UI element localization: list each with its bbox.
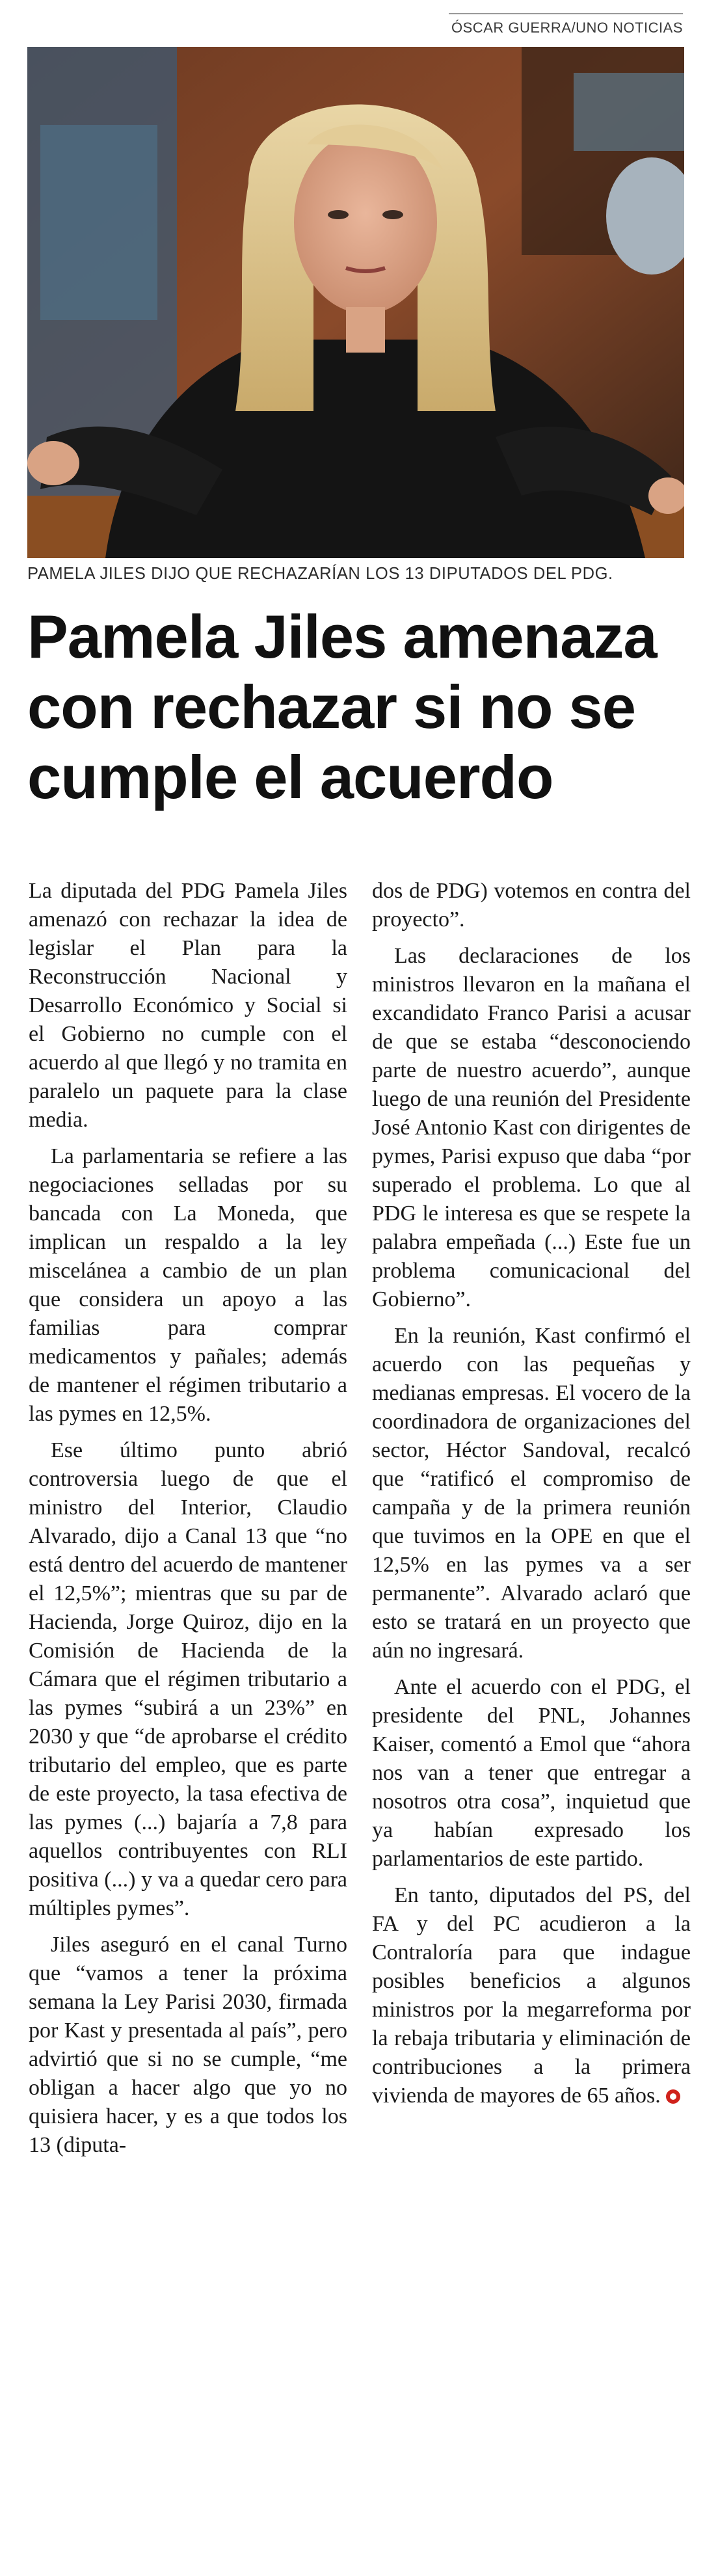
headline bbox=[27, 602, 684, 812]
body-paragraph: Las declaraciones de los ministros llevaron en la mañana el excandidato Franco Parisi a acusar de que se estaba “desconociendo parte de nuestro acuerdo”, aunque luego de una reunión del Presidente José Antonio Kast con dirigentes de pymes, Parisi expuso que daba “por superado el problema. Lo que al PDG le interesa es que se respete la palabra empeñada (...) Este fue un problema comunicacional del Gobierno”. bbox=[372, 944, 691, 1311]
credit-rule bbox=[449, 13, 683, 14]
body-column-left bbox=[29, 877, 347, 2167]
body-paragraph-text: En tanto, diputados del PS, del FA y del PC acudieron a la Contraloría para que indague posibles beneficios a algunos ministros por la megarreforma por la rebaja tributaria y eliminación de contribuciones a la primera vivienda de mayores de 65 años. bbox=[372, 1883, 691, 2108]
body-paragraph: dos de PDG) votemos en contra del proyecto”. bbox=[372, 879, 691, 932]
body-column-right bbox=[372, 877, 691, 2118]
photo-caption: PAMELA JILES DIJO QUE RECHAZARÍAN LOS 13 DIPUTADOS DEL PDG. bbox=[27, 565, 613, 583]
photo-credit: ÓSCAR GUERRA/UNO NOTICIAS bbox=[451, 20, 683, 36]
body-paragraph-last bbox=[372, 1881, 691, 2110]
body-paragraph: Jiles aseguró en el canal Turno que “vamos a tener la próxima semana la Ley Parisi 2030, firmada por Kast y presentada al país”, pero advirtió que si no se cumple, “me obligan a hacer algo que yo no quisiera hacer, y es a que todos los 13 (diputa- bbox=[29, 1933, 347, 2157]
body-paragraph: Ese último punto abrió controversia luego de que el ministro del Interior, Claudio Alvarado, dijo a Canal 13 que “no está dentro del acuerdo de mantener el 12,5%”; mientras que su par de Hacienda, Jorge Quiroz, dijo en la Comisión de Hacienda de la Cámara que el régimen tributario a las pymes “subirá a un 23%” en 2030 y que “de aprobarse el crédito tributario del empleo, que es parte de este proyecto, la tasa efectiva de las pymes (...) bajaría a 7,8 para aquellos contribuyentes con RLI positiva (...) y va a quedar cero para múltiples pymes”. bbox=[29, 1438, 347, 1920]
body-paragraph: Ante el acuerdo con el PDG, el presidente del PNL, Johannes Kaiser, comentó a Emol que “ahora nos van a tener que entregar a nosotros otra cosa”, inquietud que ya habían expresado los parlamentarios de este partido. bbox=[372, 1675, 691, 1871]
body-paragraph: La parlamentaria se refiere a las negociaciones selladas por su bancada con La Moneda, que implican un respaldo a la ley miscelánea a cambio de un plan que considera un apoyo a las familias para comprar medicamentos y pañales; además de mantener el régimen tributario a las pymes en 12,5%. bbox=[29, 1144, 347, 1426]
headline-line: con rechazar si no se bbox=[27, 673, 636, 741]
headline-line: Pamela Jiles amenaza bbox=[27, 602, 657, 671]
headline-line: cumple el acuerdo bbox=[27, 743, 553, 811]
body-paragraph: En la reunión, Kast confirmó el acuerdo con las pequeñas y medianas empresas. El vocero de la coordinadora de organizaciones del sector, Héctor Sandoval, recalcó que “ratificó el compromiso de campaña y de la primera reunión que tuvimos en la OPE en que el 12,5% en las pymes va a ser permanente”. Alvarado aclaró que esto se tratará en un proyecto que aún no ingresará. bbox=[372, 1324, 691, 1663]
body-paragraph: La diputada del PDG Pamela Jiles amenazó con rechazar la idea de legislar el Plan para la Reconstrucción Nacional y Desarrollo Económico y Social si el Gobierno no cumple con el acuerdo al que llegó y no tramita en paralelo un paquete para la clase media. bbox=[29, 879, 347, 1132]
end-of-article-icon bbox=[666, 2089, 680, 2104]
article-photo bbox=[27, 47, 684, 558]
